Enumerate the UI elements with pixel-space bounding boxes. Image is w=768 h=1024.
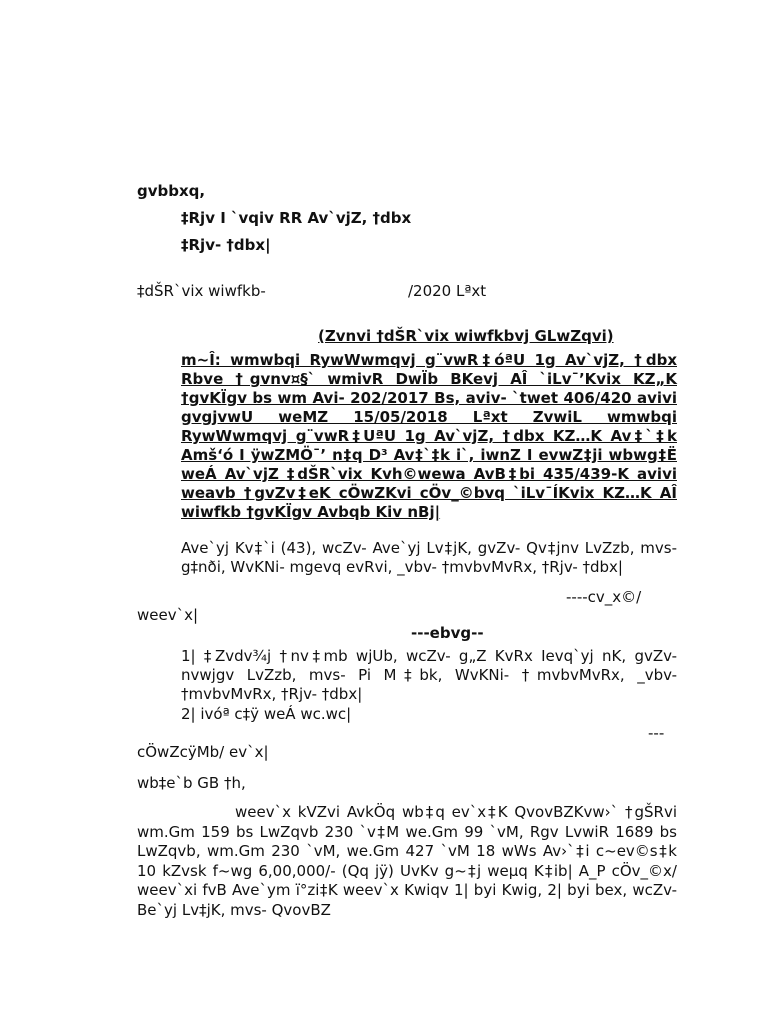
case-number: /2020 Lªxt <box>408 282 487 300</box>
petitioner-role-cont: weev`x| <box>137 606 199 624</box>
subject-paragraph: m~Î: wmwbqi RywWwmqvj g¨vwR‡óªU 1g Av`vjZ, †dbx Rbve †gvnv¤§` wmivR DwÏb BKevj AÎ `iLv¯’Kvix KZ„K †gvKÏgv bs wm Avi- 202/2017 Bs, aviv- `twet 406/420 avivi gvgjvwU weMZ 15/05/2018 Lªxt ZvwiL wmwbqi RywWwmqvj g¨vwR‡UªU 1g Av`vjZ, †dbx KZ…K Av‡`‡k Amš‘ó I ÿwZMÖ¯’ n‡q D³ Av‡`‡k i`, iwnZ I evwZ‡ji wbwg‡Ë weÁ Av`vjZ ‡dŠR`vix Kvh©wewa AvB‡bi 435/439-K avivi weavb †gvZv‡eK cÖwZKvi cÖv_©bvq `iLv¯ÍKvix KZ…K AÎ wiwfkb †gvKÏgv Avbqb Kiv nBj| <box>181 351 677 521</box>
petitioner-role: ----cv_x©/ <box>566 588 642 606</box>
versus-heading: ---ebvg-- <box>411 624 484 642</box>
respondent-1: 1| ‡Zvdv¾j †nv‡mb wjUb, wcZv- g„Z KvRx Ievq`yj nK, gvZv- nvwjgv LvZzb, mvs- Pi M‡bk, WvKNi- †mvbvMvRx, _vbv- †mvbvMvRx, †Rjv- †dbx| <box>181 647 677 703</box>
body-paragraph: weev`x kVZvi AvkÖq wb‡q ev`x‡K QvovBZKvw›` †gŠRvi wm.Gm 159 bs LwZqvb 230 `v‡M we.Gm 99 `vM, Rgv LvwiR 1689 bs LwZqvb, wm.Gm 230 `vM, we.Gm 427 `vM 18 wWs Av›`‡i c~ev©s‡k 10 kZvsk f~wg 6,00,000/- (Qq jÿ) UvKv g~‡j weµq K‡ib| A_P cÖv_©x/ weev`xi fvB Ave`ym ï°zi‡K weev`x Kwiqv 1| byi Kwig, 2| byi bex, wcZv- Be`yj Lv‡jK, mvs- QvovBZ <box>137 803 677 919</box>
case-label: ‡dŠR`vix wiwfkb- <box>137 282 266 300</box>
addressee-district: ‡Rjv- †dbx| <box>181 236 271 254</box>
addressee-court: ‡Rjv I `vqiv RR Av`vjZ, †dbx <box>181 209 412 227</box>
respondent-2: 2| ivóª c‡ÿ weÁ wc.wc| <box>181 705 352 723</box>
respondent-role-cont: cÖwZcÿMb/ ev`x| <box>137 743 269 761</box>
respondent-role: --- <box>648 724 665 742</box>
heading: (Zvnvi †dŠR`vix wiwfkbvj GLwZqvi) <box>318 327 614 345</box>
petitioner-details: Ave`yj Kv‡`i (43), wcZv- Ave`yj Lv‡jK, gvZv- Qv‡jnv LvZzb, mvs- g‡nði, WvKNi- mgevq evRvi, _vbv- †mvbvMvRx, †Rjv- †dbx| <box>181 539 677 576</box>
salutation: gvbbxq, <box>137 182 206 200</box>
address-line: wb‡e`b GB †h, <box>137 774 246 792</box>
